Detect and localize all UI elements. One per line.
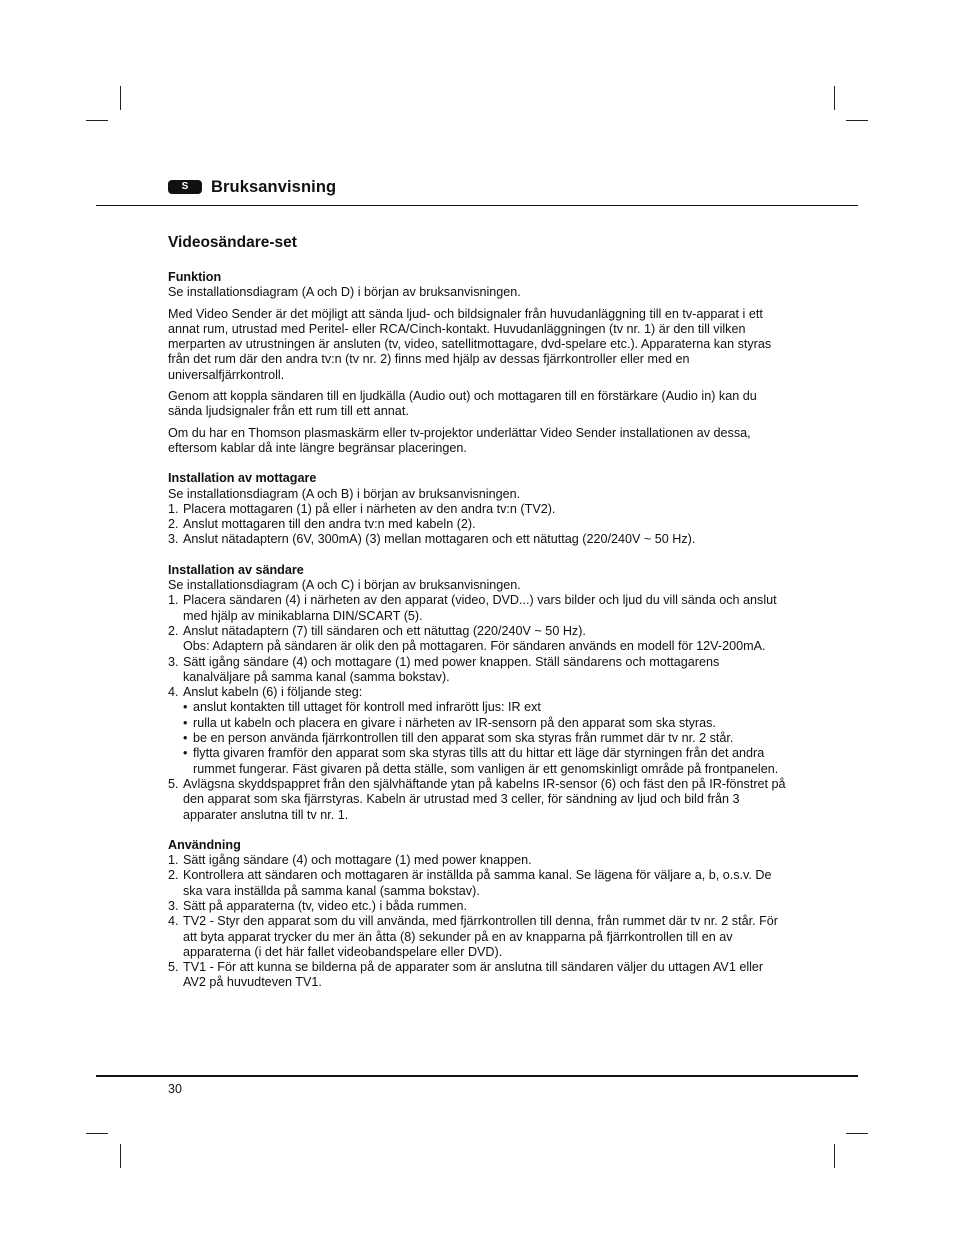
- list-item: [168, 517, 786, 532]
- numbered-list: [168, 593, 786, 822]
- numbered-list: [168, 853, 786, 991]
- page-title: Videosändare-set: [168, 234, 297, 251]
- bullet-item: • be en person använda fjärrkontrollen till den apparat som ska styras från rummet där tv nr. 2 står.: [183, 731, 786, 746]
- list-number: 3.: [168, 532, 179, 547]
- list-text: Anslut nätadaptern (7) till sändaren och ett nätuttag (220/240V ~ 50 Hz).: [183, 623, 586, 638]
- list-text: Anslut kabeln (6) i följande steg:: [183, 685, 363, 700]
- crop-mark: [846, 1133, 868, 1134]
- list-item: [168, 502, 786, 517]
- section-intro: Se installationsdiagram (A och B) i början av bruksanvisningen.: [168, 486, 521, 501]
- list-number: 3.: [168, 654, 179, 669]
- header-divider: [96, 205, 858, 206]
- list-item: [168, 899, 786, 914]
- crop-mark: [120, 86, 121, 110]
- list-number: 2.: [168, 623, 179, 638]
- list-text: Avlägsna skyddspappret från den självhäftande ytan på kabelns IR-sensor (6) och fäst den på IR-fönstret på den apparat som ska fjärrstyras. Kabeln är utrustad med 3 celler, för sändning av ljud och bild från 3 apparater anslutna till tv nr. 1.: [183, 776, 786, 822]
- page-header: [168, 176, 336, 198]
- list-text: Sätt igång sändare (4) och mottagare (1) med power knappen. Ställ sändarens och mottagarens kanalväljare på samma kanal (samma bokstav).: [183, 654, 720, 684]
- section-mottagare: [168, 471, 786, 547]
- list-item: [168, 532, 786, 547]
- list-item: [168, 655, 786, 686]
- list-text: TV1 - För att kunna se bilderna på de apparater som är anslutna till sändaren väljer du uttagen AV1 eller AV2 på huvudteven TV1.: [183, 960, 764, 990]
- section-sandare: [168, 563, 786, 823]
- section-heading: Funktion: [168, 270, 222, 284]
- section-anvandning: [168, 838, 786, 991]
- bullet-item: • rulla ut kabeln och placera en givare i närheten av IR-sensorn på den apparat som ska styras.: [183, 716, 786, 731]
- list-item: [168, 624, 786, 655]
- list-text: Placera mottagaren (1) på eller i närheten av den andra tv:n (TV2).: [183, 501, 556, 516]
- crop-mark: [846, 120, 868, 121]
- list-text: TV2 - Styr den apparat som du vill använda, med fjärrkontrollen till denna, från rummet där tv nr. 2 står. För att byta apparat trycker du mer än åtta (8) sekunder på en av knapparna på fjärrkontrollen till en av apparaterna (i det här fallet videobandspelare eller DVD).: [183, 914, 778, 959]
- list-number: 1.: [168, 501, 179, 516]
- crop-mark: [86, 120, 108, 121]
- crop-mark: [834, 86, 835, 110]
- numbered-list: [168, 502, 786, 548]
- section-intro: Se installationsdiagram (A och C) i början av bruksanvisningen.: [168, 578, 521, 593]
- list-item: [168, 777, 786, 823]
- list-item: [168, 960, 786, 991]
- page-number: 30: [168, 1082, 182, 1096]
- bullet-item: • anslut kontakten till uttaget för kontroll med infrarött ljus: IR ext: [183, 700, 786, 715]
- language-badge: S: [168, 180, 202, 194]
- list-number: 1.: [168, 593, 179, 608]
- section-intro: Se installationsdiagram (A och D) i början av bruksanvisningen.: [168, 285, 521, 300]
- list-text: Placera sändaren (4) i närheten av den apparat (video, DVD...) vars bilder och ljud du vill sända och anslut med hjälp av minikablarna DIN/SCART (5).: [183, 593, 777, 623]
- header-title: Bruksanvisning: [211, 177, 337, 196]
- list-number: 2.: [168, 868, 179, 883]
- paragraph: Om du har en Thomson plasmaskärm eller tv-projektor underlättar Video Sender installationen av dessa, eftersom kablar då inte längre begränsar placeringen.: [168, 425, 751, 455]
- crop-mark: [86, 1133, 108, 1134]
- section-heading: Användning: [168, 837, 241, 852]
- list-number: 5.: [168, 960, 179, 975]
- section-funktion: [168, 270, 786, 456]
- bullet-list: [183, 700, 786, 776]
- list-item: [168, 914, 786, 960]
- list-item: [168, 868, 786, 899]
- crop-mark: [834, 1144, 835, 1168]
- list-number: 3.: [168, 898, 179, 913]
- list-number: 4.: [168, 914, 179, 929]
- list-item: [168, 853, 786, 868]
- list-text: Sätt på apparaterna (tv, video etc.) i båda rummen.: [183, 898, 467, 913]
- bullet-item: • flytta givaren framför den apparat som ska styras tills att du hittar ett läge där styrningen från det andra rummet fungerar. Fäst givaren på detta ställe, som vanligen är ett genomskinligt område på frontpanelen.: [183, 746, 786, 777]
- list-number: 1.: [168, 853, 179, 868]
- footer-divider: [96, 1075, 858, 1077]
- list-number: 5.: [168, 776, 179, 791]
- list-item: [168, 685, 786, 777]
- document-body: [168, 233, 786, 1006]
- list-text: Anslut nätadaptern (6V, 300mA) (3) mellan mottagaren och ett nätuttag (220/240V ~ 50 Hz).: [183, 532, 696, 547]
- list-number: 2.: [168, 517, 179, 532]
- section-heading: Installation av sändare: [168, 562, 304, 577]
- list-number: 4.: [168, 685, 179, 700]
- paragraph: Genom att koppla sändaren till en ljudkälla (Audio out) och mottagaren till en förstärkare (Audio in) kan du sända ljudsignaler från ett rum till ett annat.: [168, 389, 757, 419]
- list-text: Kontrollera att sändaren och mottagaren är inställda på samma kanal. Se lägena för väljare a, b, o.s.v. De ska vara inställda på samma kanal (samma bokstav).: [183, 868, 772, 898]
- list-note: Obs: Adaptern på sändaren är olik den på mottagaren. För sändaren används en modell för 12V-200mA.: [183, 639, 766, 654]
- crop-mark: [120, 1144, 121, 1168]
- list-text: Sätt igång sändare (4) och mottagare (1) med power knappen.: [183, 853, 532, 868]
- list-item: [168, 593, 786, 624]
- list-text: Anslut mottagaren till den andra tv:n med kabeln (2).: [183, 517, 476, 532]
- paragraph: Med Video Sender är det möjligt att sända ljud- och bildsignaler från huvudanläggning till en tv-apparat i ett annat rum, utrustad med Peritel- eller RCA/Cinch-kontakt. Huvudanläggningen (tv nr. 1) är den till vilken merparten av utrustningen är ansluten (tv, video, satellitmottagare, dvd-spelare etc.). Apparaterna kan styras från det rum där den andra tv:n (tv nr. 2) finns med hjälp av dessas fjärrkontroller eller med en universalfjärrkontroll.: [168, 306, 772, 382]
- section-heading: Installation av mottagare: [168, 471, 317, 486]
